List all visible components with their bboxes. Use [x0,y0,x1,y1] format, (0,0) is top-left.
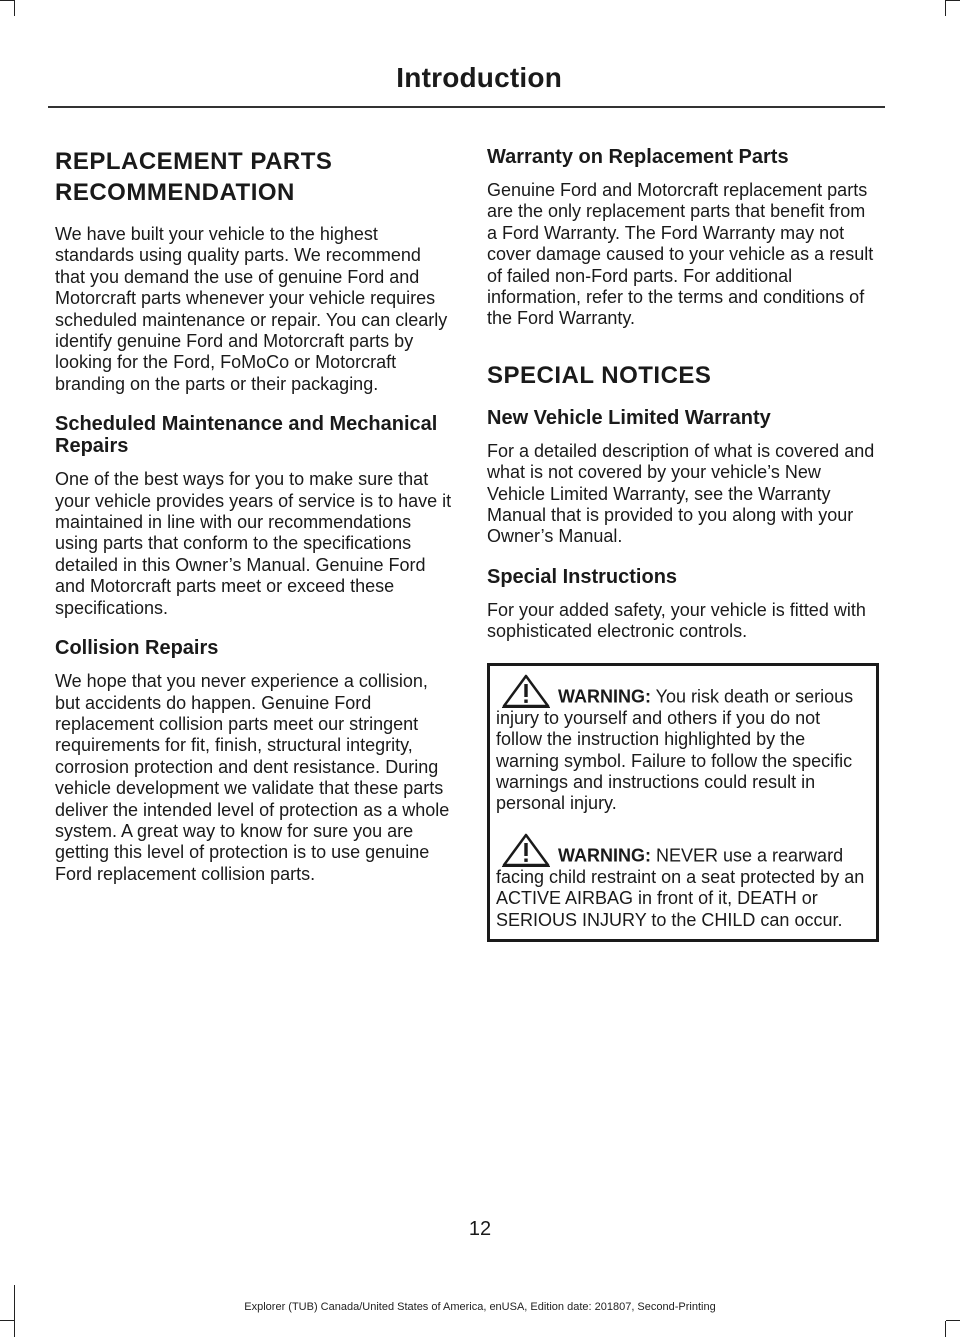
new-vehicle-warranty-paragraph: For a detailed description of what is covered and what is not covered by your vehicle’s New Vehicle Limited Warranty, see the Warranty Manual that is provided to you along with your Owner’s Manual. [487,440,875,547]
warranty-replacement-paragraph: Genuine Ford and Motorcraft replacement parts are the only replacement parts that benefit from a Ford Warranty. The Ford Warranty may not cover damage caused to your vehicle as a result of failed non-Ford parts. For additional information, refer to the terms and conditions of the Ford Warranty. [487,180,874,329]
special-instructions-heading: Special Instructions [487,565,678,588]
scheduled-maintenance-heading: Scheduled Maintenance and Mechanical Repairs [55,413,438,458]
intro-paragraph: We have built your vehicle to the highest standards using quality parts. We recommend that you demand the use of genuine Ford and Motorcraft parts whenever your vehicle requires scheduled maintenance or repair. You can clearly identify genuine Ford and Motorcraft parts by looking for the Ford, FoMoCo or Motorcraft branding on the parts or their packaging. [55,224,448,394]
edition-footer: Explorer (TUB) Canada/United States of America, enUSA, Edition date: 201807, Second-Printing [244,1301,716,1313]
crop-mark [945,0,946,16]
crop-mark [0,0,14,1]
warranty-replacement-heading: Warranty on Replacement Parts [487,146,789,168]
left-column [55,146,455,903]
collision-repairs-heading: Collision Repairs [55,637,219,660]
crop-mark [946,1320,960,1321]
crop-mark [14,0,15,16]
scheduled-maintenance-paragraph: One of the best ways for you to make sure that your vehicle provides years of service is to have it maintained in line with our recommendations using parts that conform to the specifications detailed in this Owner’s Manual. Genuine Ford and Motorcraft parts meet or exceed these specifications. [55,469,452,618]
page-header-title: Introduction [396,62,562,93]
special-instructions-paragraph: For your added safety, your vehicle is fitted with sophisticated electronic controls. [487,599,866,642]
new-vehicle-warranty-heading: New Vehicle Limited Warranty [487,406,771,429]
crop-mark [0,1320,14,1321]
warning-triangle-icon [502,674,550,708]
warning-item [496,674,870,815]
warning-label: WARNING: [558,845,651,866]
warning-label: WARNING: [558,686,651,707]
heading-line: REPLACEMENT PARTS [55,148,333,175]
warning-text: You risk death or serious injury to yourself and others if you do not follow the instruction highlighted by the warning symbol. Failure to follow the specific warnings and instructions could result in personal injury. [496,686,854,814]
special-notices-heading: SPECIAL NOTICES [487,361,712,389]
page-number: 12 [468,1218,492,1240]
header-divider [48,106,885,108]
warning-triangle-icon [502,833,550,867]
heading-line: RECOMMENDATION [55,179,295,206]
crop-mark [946,0,960,1]
replacement-parts-heading [55,146,455,208]
right-column [487,146,879,942]
warning-text: NEVER use a rearward facing child restraint on a seat protected by an ACTIVE AIRBAG in front of it, DEATH or SERIOUS INJURY to the CHILD can occur. [496,845,865,930]
warning-item [496,833,870,931]
collision-repairs-paragraph: We hope that you never experience a collision, but accidents do happen. Genuine Ford replacement collision parts meet our stringent requirements for fit, finish, structural integrity, corrosion protection and dent resistance. During vehicle development we validate that these parts deliver the intended level of protection as a whole system. A great way to know for sure you are getting this level of protection is to use genuine Ford replacement collision parts. [55,671,450,884]
warning-box [487,663,879,942]
crop-mark [945,1321,946,1337]
